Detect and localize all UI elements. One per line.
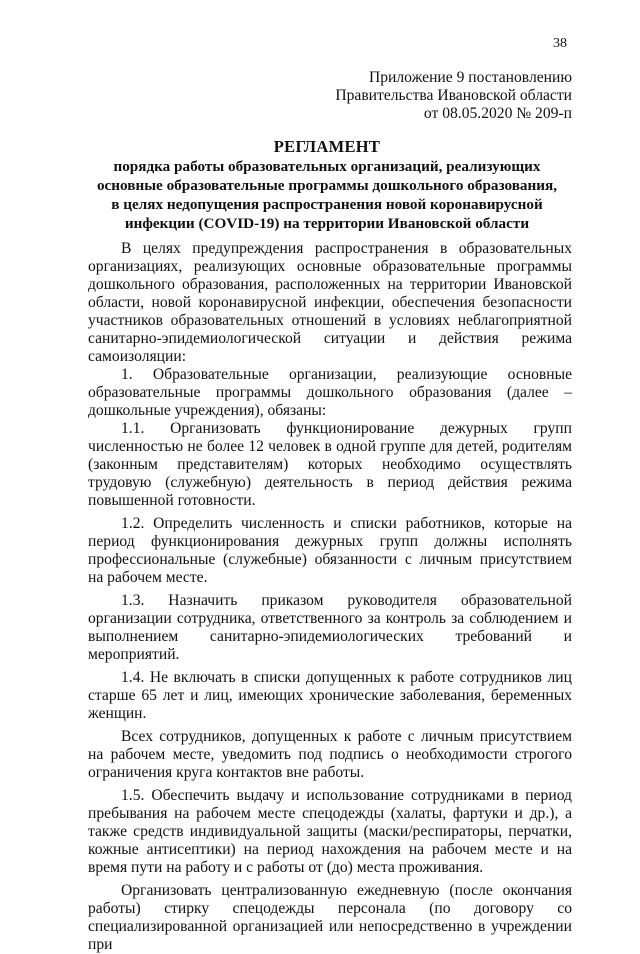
appendix-line-3: от 08.05.2020 № 209-п bbox=[423, 105, 572, 122]
paragraph-item-1-4: 1.4. Не включать в списки допущенных к работе сотрудников лиц старше 65 лет и лиц, имеющих хронические заболевания, беременных женщин. bbox=[88, 669, 572, 722]
title-line-1: порядка работы образовательных организаций, реализующих bbox=[113, 158, 541, 175]
paragraph-item-1-2: 1.2. Определить численность и списки работников, которые на период функционирования дежурных групп должны исполнять профессиональные (служебные) обязанности с личным присутствием на рабочем месте. bbox=[88, 515, 572, 586]
title-main: РЕГЛАМЕНТ bbox=[273, 137, 381, 156]
appendix-line-2: Правительства Ивановской области bbox=[335, 87, 572, 104]
document-body bbox=[88, 240, 572, 954]
document-title bbox=[88, 137, 566, 233]
paragraph-intro: В целях предупреждения распространения в образовательных организациях, реализующих основные образовательные программы дошкольного образования, расположенных на территории Ивановской области, новой коронавирусной инфекции, обеспечения безопасности участников образовательных отношений в условиях неблагоприятной санитарно-эпидемиологической ситуации и действия режима самоизоляции: bbox=[88, 240, 572, 365]
paragraph-item-1-5: 1.5. Обеспечить выдачу и использование сотрудниками в период пребывания на рабочем месте спецодежды (халаты, фартуки и др.), а также средств индивидуальной защиты (маски/респираторы, перчатки, кожные антисептики) на период нахождения на рабочем месте и на время пути на работу и с работы от (до) места проживания. bbox=[88, 787, 572, 876]
appendix-reference bbox=[335, 69, 572, 123]
paragraph-laundry: Организовать централизованную ежедневную (после окончания работы) стирку спецодежды персонала (по договору со специализированной организацией или непосредственно в учреждении при bbox=[88, 882, 572, 953]
paragraph-item-1: 1. Образовательные организации, реализующие основные образовательные программы дошкольного образования (далее – дошкольные учреждения), обязаны: bbox=[88, 366, 572, 419]
title-line-4: инфекции (COVID-19) на территории Ивановской области bbox=[124, 215, 530, 232]
paragraph-staff-notice: Всех сотрудников, допущенных к работе с личным присутствием на рабочем месте, уведомить под подпись о необходимости строгого ограничения круга контактов вне работы. bbox=[88, 728, 572, 781]
title-line-3: в целях недопущения распространения новой коронавирусной bbox=[111, 196, 543, 213]
paragraph-item-1-1: 1.1. Организовать функционирование дежурных групп численностью не более 12 человек в одной группе для детей, родителям (законным представителям) которых необходимо осуществлять трудовую (служебную) деятельность в период действия режима повышенной готовности. bbox=[88, 420, 572, 509]
title-line-2: основные образовательные программы дошкольного образования, bbox=[96, 177, 558, 194]
paragraph-item-1-3: 1.3. Назначить приказом руководителя образовательной организации сотрудника, ответственного за контроль за соблюдением и выполнением санитарно-эпидемиологических требований и мероприятий. bbox=[88, 592, 572, 663]
appendix-line-1: Приложение 9 постановлению bbox=[368, 69, 572, 86]
page-number: 38 bbox=[553, 36, 567, 51]
